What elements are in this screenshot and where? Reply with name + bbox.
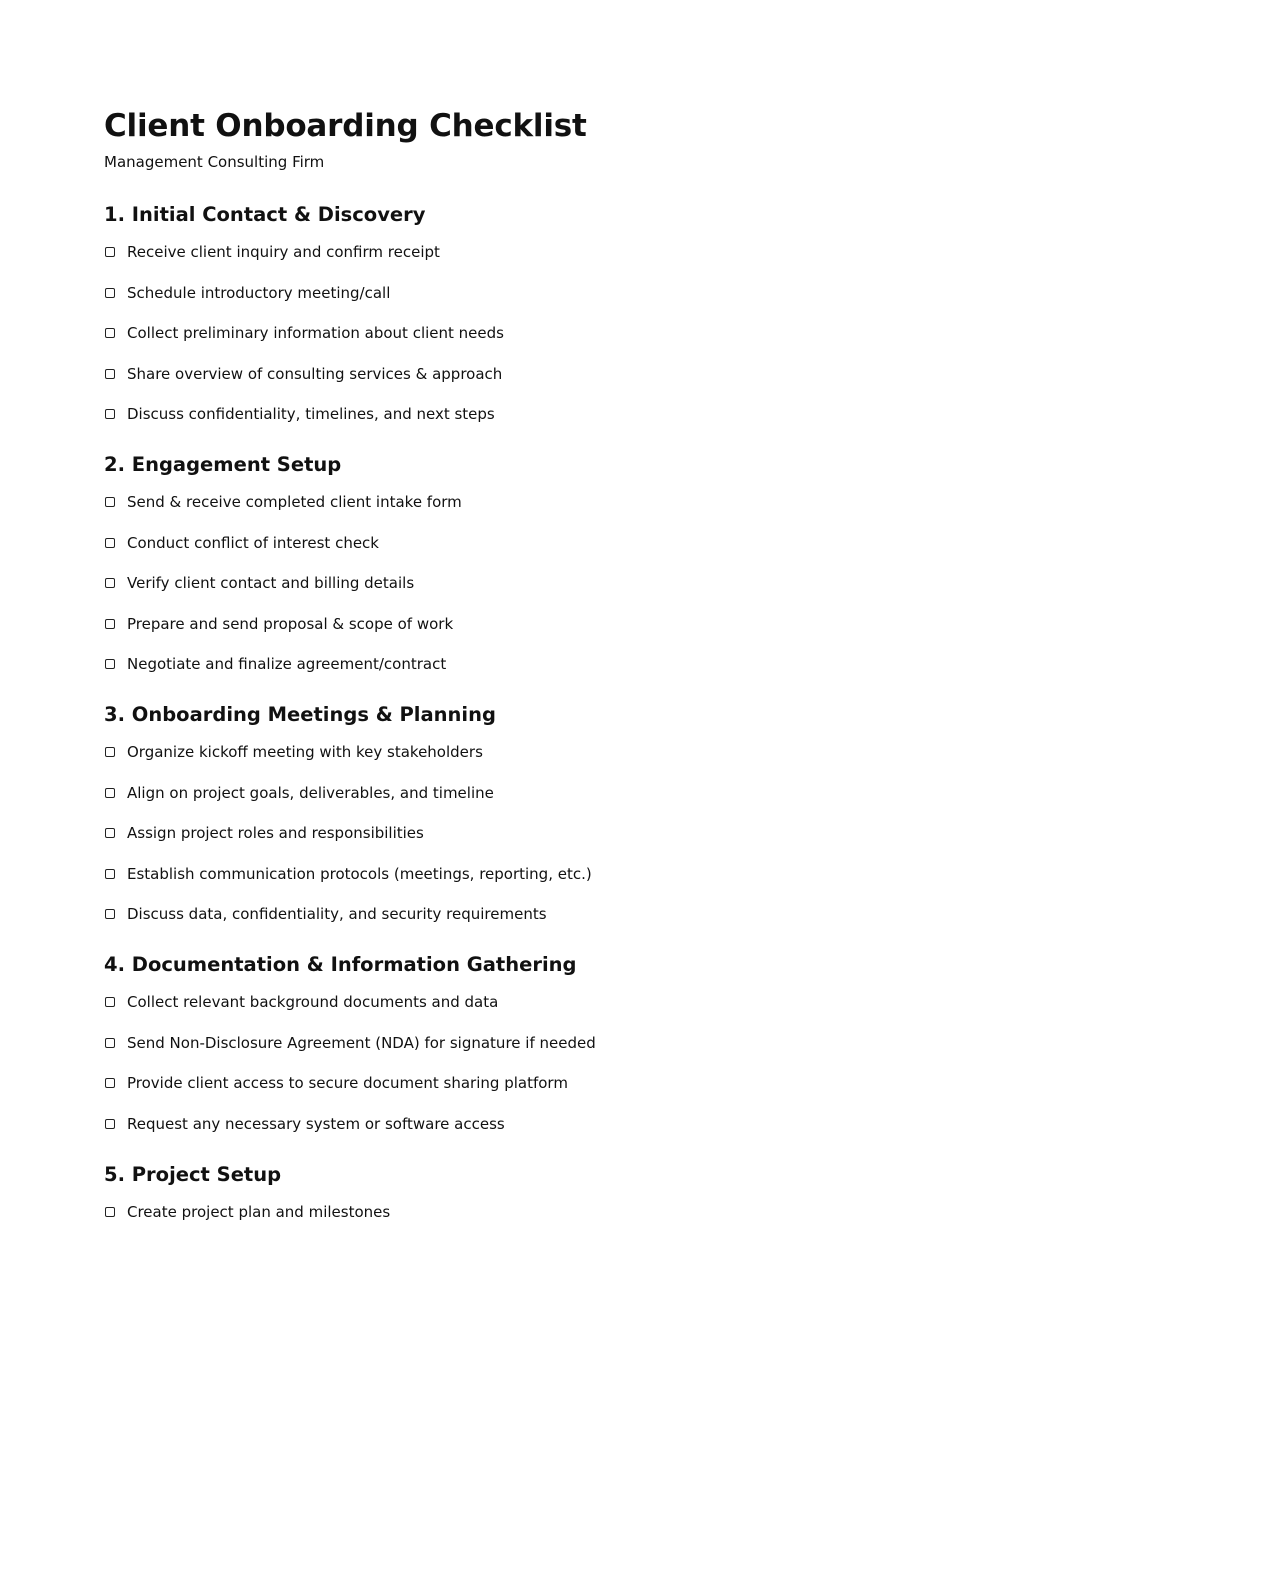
checklist-item (104, 242, 1104, 262)
section-initial-contact (104, 202, 1104, 424)
checklist-item (104, 283, 1104, 303)
checklist (104, 1202, 1104, 1222)
checkbox-icon[interactable] (105, 409, 115, 419)
checklist-item (104, 404, 1104, 424)
checklist-item-label: Align on project goals, deliverables, and timeline (127, 783, 494, 802)
checklist-item-label: Verify client contact and billing details (127, 574, 415, 592)
checklist-item (104, 533, 1104, 553)
checklist-item (104, 742, 1104, 762)
checklist-item (104, 573, 1104, 593)
page-subtitle: Management Consulting Firm (104, 153, 325, 171)
checkbox-icon[interactable] (105, 909, 115, 919)
section-heading: 2. Engagement Setup (104, 453, 342, 476)
checkbox-icon[interactable] (105, 619, 115, 629)
checklist-item-label: Discuss data, confidentiality, and security requirements (127, 905, 547, 923)
checklist-item (104, 1073, 1104, 1093)
checklist-item (104, 904, 1104, 924)
checkbox-icon[interactable] (105, 247, 115, 257)
section-heading: 5. Project Setup (104, 1162, 282, 1186)
checkbox-icon[interactable] (105, 1207, 115, 1217)
page-title: Client Onboarding Checklist (104, 108, 587, 144)
checklist-item (104, 1033, 1104, 1053)
section-onboarding-meetings (104, 702, 1104, 924)
checkbox-icon[interactable] (105, 828, 115, 838)
section-project-setup (104, 1162, 1104, 1222)
checklist-item-label: Collect relevant background documents and data (127, 993, 499, 1011)
checkbox-icon[interactable] (105, 578, 115, 588)
checklist-item (104, 364, 1104, 384)
checkbox-icon[interactable] (105, 1078, 115, 1088)
checklist (104, 742, 1104, 924)
checklist-item (104, 492, 1104, 512)
checklist-item (104, 323, 1104, 343)
checklist-item-label: Discuss confidentiality, timelines, and next steps (127, 405, 495, 423)
checklist (104, 992, 1104, 1134)
checklist-item-label: Request any necessary system or software access (127, 1114, 505, 1133)
checkbox-icon[interactable] (105, 1038, 115, 1048)
checklist-item (104, 783, 1104, 803)
checklist-item (104, 992, 1104, 1012)
checkbox-icon[interactable] (105, 538, 115, 548)
checklist-item-label: Collect preliminary information about client needs (127, 324, 504, 342)
checkbox-icon[interactable] (105, 788, 115, 798)
checklist-item-label: Receive client inquiry and confirm receipt (127, 243, 440, 261)
section-heading: 3. Onboarding Meetings & Planning (104, 703, 496, 726)
checklist-document (104, 106, 1104, 1222)
checklist (104, 242, 1104, 424)
checkbox-icon[interactable] (105, 328, 115, 338)
checkbox-icon[interactable] (105, 369, 115, 379)
checklist-item-label: Prepare and send proposal & scope of work (127, 614, 454, 633)
checklist-item-label: Establish communication protocols (meetings, reporting, etc.) (127, 864, 592, 883)
section-heading: 1. Initial Contact & Discovery (104, 203, 426, 226)
checkbox-icon[interactable] (105, 659, 115, 669)
checklist-item-label: Assign project roles and responsibilities (127, 824, 424, 842)
checklist-item (104, 1202, 1104, 1222)
checklist-item (104, 614, 1104, 634)
checkbox-icon[interactable] (105, 288, 115, 298)
checklist-item-label: Conduct conflict of interest check (127, 533, 379, 552)
checklist-item-label: Share overview of consulting services & approach (127, 364, 503, 383)
checkbox-icon[interactable] (105, 747, 115, 757)
checkbox-icon[interactable] (105, 869, 115, 879)
section-heading: 4. Documentation & Information Gathering (104, 953, 577, 976)
section-engagement-setup (104, 452, 1104, 674)
checklist-item-label: Organize kickoff meeting with key stakeholders (127, 743, 483, 761)
checklist-item (104, 823, 1104, 843)
checklist-item (104, 864, 1104, 884)
checklist-item (104, 654, 1104, 674)
checklist-item (104, 1114, 1104, 1134)
checklist-item-label: Create project plan and milestones (127, 1202, 391, 1221)
section-documentation (104, 952, 1104, 1134)
checklist-item-label: Send Non-Disclosure Agreement (NDA) for signature if needed (127, 1033, 596, 1052)
checklist-item-label: Send & receive completed client intake form (127, 493, 462, 511)
checkbox-icon[interactable] (105, 1119, 115, 1129)
checklist-item-label: Provide client access to secure document sharing platform (127, 1074, 568, 1092)
checkbox-icon[interactable] (105, 497, 115, 507)
checklist-item-label: Schedule introductory meeting/call (127, 283, 391, 302)
checkbox-icon[interactable] (105, 997, 115, 1007)
checklist (104, 492, 1104, 674)
checklist-item-label: Negotiate and finalize agreement/contract (127, 655, 447, 673)
